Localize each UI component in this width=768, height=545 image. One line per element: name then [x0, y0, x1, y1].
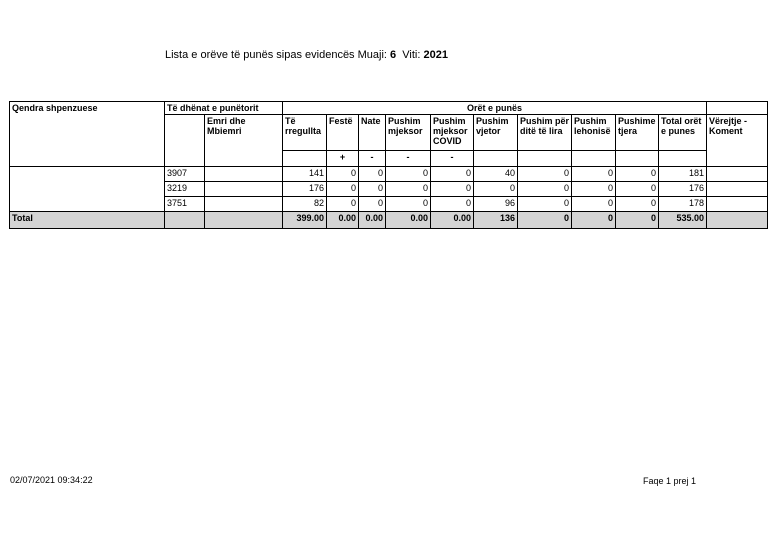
cell-name [205, 182, 283, 197]
title-month: 6 [390, 49, 397, 61]
total-sick-covid: 0.00 [431, 212, 474, 229]
total-maternity: 0 [572, 212, 616, 229]
cell-id: 3907 [165, 167, 205, 182]
total-night: 0.00 [359, 212, 386, 229]
header-name: Emri dhe Mbiemri [205, 115, 283, 167]
cell-regular: 141 [283, 167, 327, 182]
total-holiday: 0.00 [327, 212, 359, 229]
cell-total: 178 [659, 197, 707, 212]
cell-sick: 0 [386, 167, 431, 182]
header-sick-covid: Pushim mjeksor COVID [431, 115, 474, 151]
header-regular: Të rregullta [283, 115, 327, 151]
header-holiday: Festë [327, 115, 359, 151]
hours-table [9, 101, 768, 229]
report-title [165, 49, 448, 61]
cell-sick: 0 [386, 197, 431, 212]
total-regular: 399.00 [283, 212, 327, 229]
cell-regular: 176 [283, 182, 327, 197]
header-total: Total orët e punes [659, 115, 707, 151]
cell-night: 0 [359, 182, 386, 197]
header-employee-group: Të dhënat e punëtorit [165, 102, 283, 115]
cell-free-days: 0 [518, 167, 572, 182]
cell-id: 3219 [165, 182, 205, 197]
cell-regular: 82 [283, 197, 327, 212]
sign-sick: - [386, 151, 431, 167]
header-night: Nate [359, 115, 386, 151]
cell-night: 0 [359, 167, 386, 182]
cell-name [205, 167, 283, 182]
total-name [205, 212, 283, 229]
header-free-days: Pushim për ditë të lira [518, 115, 572, 151]
total-label: Total [10, 212, 165, 229]
sign-regular [283, 151, 327, 167]
cell-maternity: 0 [572, 197, 616, 212]
cell-free-days: 0 [518, 182, 572, 197]
cell-annual: 96 [474, 197, 518, 212]
cell-maternity: 0 [572, 182, 616, 197]
cell-id: 3751 [165, 197, 205, 212]
header-center: Qendra shpenzuese [10, 102, 165, 167]
header-row-group [10, 102, 768, 115]
cell-notes [707, 182, 768, 197]
cell-total: 176 [659, 182, 707, 197]
header-notes: Vërejtje - Koment [707, 115, 768, 167]
sign-annual [474, 151, 518, 167]
table-row [10, 167, 768, 182]
header-blank [707, 102, 768, 115]
footer-timestamp: 02/07/2021 09:34:22 [10, 475, 93, 485]
title-year: 2021 [423, 49, 448, 61]
sign-night: - [359, 151, 386, 167]
sign-total [659, 151, 707, 167]
total-free-days: 0 [518, 212, 572, 229]
cell-sick: 0 [386, 182, 431, 197]
sign-maternity [572, 151, 616, 167]
cell-total: 181 [659, 167, 707, 182]
header-hours-group: Orët e punës [283, 102, 707, 115]
header-maternity: Pushim lehonisë [572, 115, 616, 151]
sign-holiday: + [327, 151, 359, 167]
cell-notes [707, 197, 768, 212]
title-prefix: Lista e orëve të punës sipas evidencës Muaji: [165, 49, 387, 61]
cell-sick-covid: 0 [431, 197, 474, 212]
total-id [165, 212, 205, 229]
total-annual: 136 [474, 212, 518, 229]
total-other: 0 [616, 212, 659, 229]
cell-holiday: 0 [327, 197, 359, 212]
total-row [10, 212, 768, 229]
cell-notes [707, 167, 768, 182]
cell-other: 0 [616, 167, 659, 182]
header-annual: Pushim vjetor [474, 115, 518, 151]
cell-other: 0 [616, 197, 659, 212]
cell-night: 0 [359, 197, 386, 212]
sign-free-days [518, 151, 572, 167]
title-year-label: Viti: [402, 49, 421, 61]
cell-holiday: 0 [327, 167, 359, 182]
cell-maternity: 0 [572, 167, 616, 182]
header-id [165, 115, 205, 167]
header-sick: Pushim mjeksor [386, 115, 431, 151]
center-cell [10, 167, 165, 212]
sign-other [616, 151, 659, 167]
total-notes [707, 212, 768, 229]
cell-annual: 40 [474, 167, 518, 182]
sign-sick-covid: - [431, 151, 474, 167]
footer-page: Faqe 1 prej 1 [643, 476, 697, 486]
cell-sick-covid: 0 [431, 167, 474, 182]
header-other: Pushime tjera [616, 115, 659, 151]
cell-free-days: 0 [518, 197, 572, 212]
total-total: 535.00 [659, 212, 707, 229]
cell-name [205, 197, 283, 212]
cell-other: 0 [616, 182, 659, 197]
total-sick: 0.00 [386, 212, 431, 229]
cell-sick-covid: 0 [431, 182, 474, 197]
cell-holiday: 0 [327, 182, 359, 197]
cell-annual: 0 [474, 182, 518, 197]
